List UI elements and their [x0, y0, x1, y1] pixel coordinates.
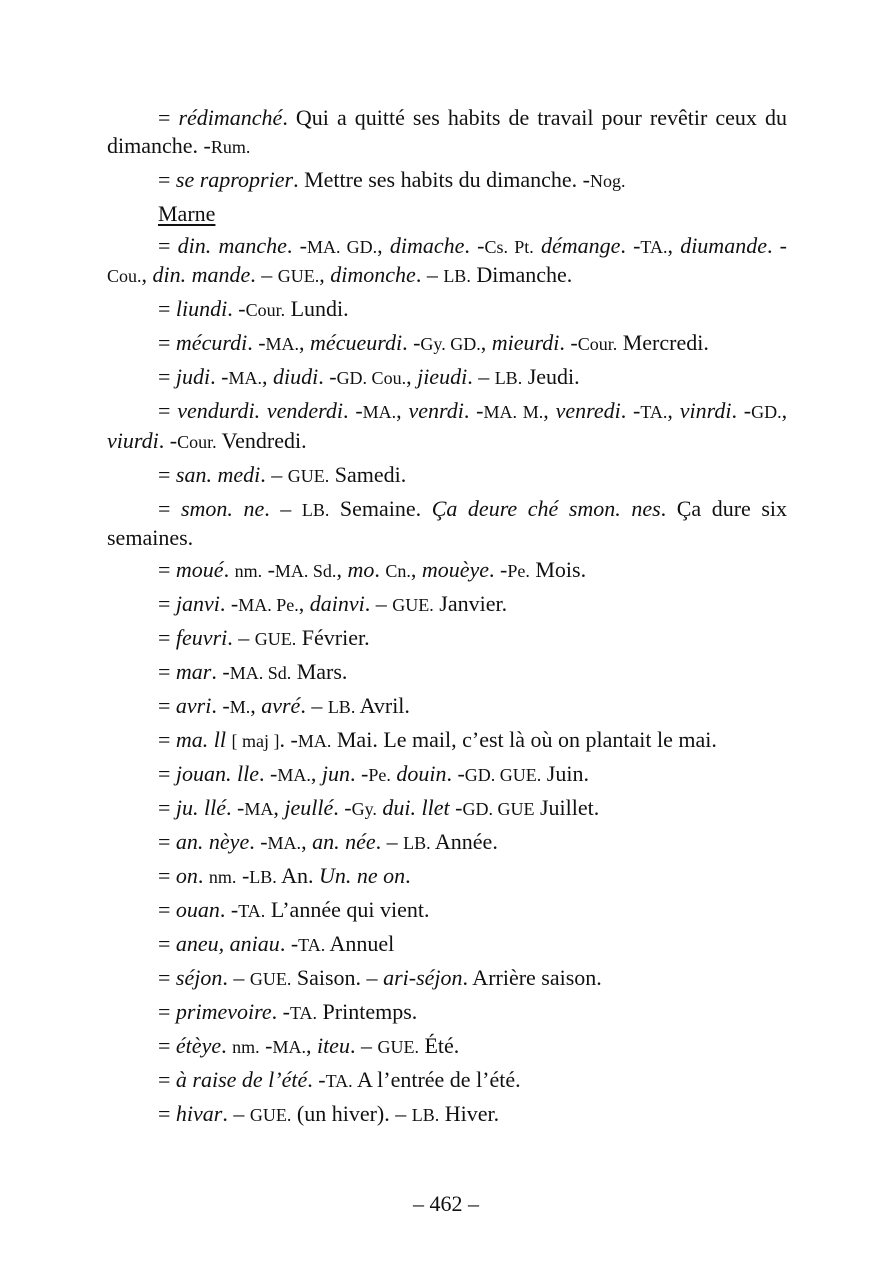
dictionary-entry — [107, 794, 787, 828]
gloss-text: . - — [350, 761, 369, 786]
dialect-form: rédimanché — [178, 105, 283, 130]
gloss-text: = — [158, 557, 176, 582]
dialect-form: iteu — [316, 1033, 350, 1058]
gloss-text: . – — [349, 1033, 378, 1058]
gloss-text: . – — [467, 364, 495, 389]
dialect-form: vendurdi. venderdi — [177, 398, 344, 423]
dialect-form: janvi — [175, 591, 220, 616]
locality-abbrev: MA. — [297, 731, 332, 751]
dialect-form: mouèye — [421, 557, 490, 582]
gloss-text: = — [158, 591, 176, 616]
dictionary-entry — [107, 896, 787, 930]
gloss-text: Mois. — [529, 557, 587, 582]
gloss-text: . — [197, 863, 209, 888]
gloss-text: . – — [364, 591, 393, 616]
dictionary-entry — [107, 166, 787, 200]
dictionary-entry — [107, 692, 787, 726]
locality-abbrev: MA. Sd. — [229, 663, 292, 683]
dialect-form: jun — [321, 761, 350, 786]
locality-abbrev: [ maj ] — [231, 731, 280, 751]
gloss-text: - — [236, 863, 250, 888]
locality-abbrev: MA. Pe. — [238, 595, 299, 615]
gloss-text: = — [158, 829, 176, 854]
dictionary-entry — [107, 760, 787, 794]
dialect-form: avré — [261, 693, 301, 718]
dictionary-entry — [107, 556, 787, 590]
gloss-text: . – — [415, 262, 444, 287]
gloss-text: Mai. Le mail, c’est là où on plantait le mai. — [331, 727, 717, 752]
dialect-form: san. medi — [175, 461, 261, 487]
gloss-text: . - — [489, 557, 508, 582]
locality-abbrev: nm. — [232, 1037, 260, 1057]
gloss-text: , — [406, 364, 418, 389]
gloss-text: . - — [279, 931, 299, 956]
gloss-text: . - — [286, 232, 307, 258]
gloss-text: . - — [211, 659, 230, 684]
locality-abbrev: M. — [229, 697, 251, 717]
dictionary-entry — [107, 397, 787, 461]
locality-abbrev: GUE. — [377, 1037, 419, 1057]
gloss-text: . - — [620, 232, 641, 258]
gloss-text: . - — [227, 296, 246, 321]
dictionary-entry — [107, 461, 787, 495]
gloss-text: . - — [247, 330, 266, 355]
gloss-text: A l’entrée de l’été. — [352, 1067, 521, 1092]
dialect-form: smon. ne — [180, 495, 265, 521]
gloss-text: Mercredi. — [617, 330, 709, 355]
dialect-form: aneu, aniau — [175, 931, 280, 956]
locality-abbrev: Gy. GD. — [420, 334, 481, 354]
gloss-text: . - — [226, 795, 245, 820]
gloss-text: . - — [211, 693, 230, 718]
locality-abbrev: LB. — [443, 266, 471, 286]
dialect-form: dui. llet — [382, 795, 450, 820]
dialect-form: mécueurdi — [310, 330, 403, 355]
gloss-text: = — [158, 897, 176, 922]
locality-abbrev: MA — [244, 799, 274, 819]
locality-abbrev: GUE. — [277, 266, 320, 286]
gloss-text: = — [158, 166, 176, 192]
gloss-text: . – — [250, 262, 278, 287]
locality-abbrev: Pe. — [507, 561, 530, 581]
gloss-text: = — [158, 461, 176, 487]
gloss-text: . – — [264, 495, 302, 521]
dialect-form: venrdi — [408, 398, 464, 423]
gloss-text: . — [223, 557, 235, 582]
dialect-form: din. manche — [177, 232, 287, 258]
gloss-text: = — [158, 999, 176, 1024]
locality-abbrev: LB. — [327, 697, 356, 717]
locality-abbrev: GUE. — [254, 629, 297, 649]
gloss-text: , — [141, 262, 153, 287]
gloss-text: Juin. — [541, 761, 589, 786]
gloss-text: , — [667, 232, 681, 258]
dictionary-entry — [107, 329, 787, 363]
gloss-text: , — [305, 1033, 317, 1058]
gloss-text: , — [336, 557, 348, 582]
gloss-text: = — [158, 232, 178, 258]
locality-abbrev: Rum. — [210, 136, 251, 157]
gloss-text: L’année qui vient. — [265, 897, 430, 922]
dialect-form: étèye — [175, 1033, 222, 1058]
dialect-form: séjon — [175, 965, 223, 990]
locality-abbrev: MA. — [277, 765, 311, 785]
dialect-form: mo — [347, 557, 375, 582]
locality-abbrev: TA. — [298, 935, 326, 955]
gloss-text: . - — [259, 761, 278, 786]
gloss-text: , — [301, 829, 313, 854]
locality-abbrev: GUE. — [249, 969, 292, 989]
dictionary-entry — [107, 232, 787, 296]
gloss-text: , — [543, 398, 556, 423]
dictionary-entry — [107, 104, 787, 166]
dialect-form: dainvi — [309, 591, 365, 616]
gloss-text: Saison. – — [291, 965, 384, 990]
locality-abbrev: Gy. — [351, 799, 377, 819]
locality-abbrev: TA. — [640, 236, 668, 257]
dialect-form: diumande — [680, 232, 767, 258]
dialect-form: ma. ll — [175, 727, 227, 752]
gloss-text: = — [158, 659, 176, 684]
gloss-text: = — [158, 296, 176, 321]
gloss-text: Jeudi. — [522, 364, 580, 389]
gloss-text: , — [250, 693, 262, 718]
dialect-form: se raproprier — [175, 166, 294, 192]
gloss-text: = — [158, 931, 176, 956]
locality-abbrev: MA. — [272, 1037, 306, 1057]
dialect-form: diudi — [273, 364, 319, 389]
gloss-text: Semaine. — [329, 495, 432, 521]
gloss-text: . - — [333, 795, 352, 820]
dialect-form: jieudi — [417, 364, 468, 389]
dialect-form: démange — [540, 232, 621, 258]
locality-abbrev: LB. — [403, 833, 431, 853]
gloss-text: Annuel — [325, 931, 395, 956]
gloss-text: = — [158, 330, 176, 355]
gloss-text: , — [480, 330, 492, 355]
gloss-text: . – — [260, 461, 288, 487]
locality-abbrev: GD. GUE. — [464, 765, 542, 785]
gloss-text: Printemps. — [317, 999, 418, 1024]
gloss-text: . - — [446, 761, 465, 786]
gloss-text: . - — [402, 330, 421, 355]
gloss-text: Juillet. — [534, 795, 600, 820]
dictionary-entry — [107, 964, 787, 998]
gloss-text: , — [273, 795, 285, 820]
locality-abbrev: MA. GD. — [306, 236, 378, 257]
locality-abbrev: GD. — [751, 402, 782, 422]
dialect-form: dimache — [389, 232, 465, 258]
dialect-form: hivar — [175, 1101, 223, 1126]
gloss-text: Mars. — [291, 659, 348, 684]
locality-abbrev: GD. GUE — [462, 799, 535, 819]
gloss-text: , — [377, 232, 390, 258]
dictionary-entry — [107, 658, 787, 692]
gloss-text: . - — [210, 364, 229, 389]
gloss-text: . — [374, 557, 386, 582]
gloss-text: = — [158, 398, 178, 423]
gloss-text: . Mettre ses habits du dimanche. - — [293, 166, 590, 192]
locality-abbrev: MA. Sd. — [274, 561, 337, 581]
gloss-text: = — [158, 965, 176, 990]
gloss-text: . - — [620, 398, 641, 423]
dictionary-entry — [107, 930, 787, 964]
gloss-text — [534, 233, 541, 258]
locality-abbrev: GD. Cou. — [336, 368, 407, 388]
gloss-text: Janvier. — [433, 591, 508, 616]
dialect-form: venredi — [555, 398, 621, 423]
gloss-text: = — [158, 1067, 176, 1092]
locality-abbrev: Nog. — [590, 170, 626, 191]
locality-abbrev: Cour. — [245, 300, 286, 320]
dialect-form: liundi — [175, 296, 228, 321]
gloss-text: . - — [463, 398, 484, 423]
dialect-form: dimonche — [330, 262, 416, 287]
locality-abbrev: LB. — [411, 1105, 440, 1125]
dialect-form: ari-séjon — [383, 965, 463, 990]
gloss-text: . - — [731, 398, 752, 423]
dialect-form: mécurdi — [175, 330, 248, 355]
gloss-text: , — [410, 557, 422, 582]
dictionary-entry — [107, 828, 787, 862]
dictionary-entry — [107, 295, 787, 329]
gloss-text: . - — [279, 727, 298, 752]
locality-abbrev: Cs. Pt. — [484, 236, 534, 257]
document-page — [107, 104, 787, 1134]
locality-abbrev: GUE. — [392, 595, 434, 615]
locality-abbrev: LB. — [301, 499, 330, 520]
dialect-form: primevoire — [175, 999, 272, 1024]
dialect-form: douin — [396, 761, 447, 786]
gloss-text: , — [310, 761, 322, 786]
dictionary-entries — [107, 104, 787, 1134]
gloss-text: Année. — [430, 829, 498, 854]
dialect-form: viurdi — [107, 427, 159, 453]
dialect-form: on — [175, 863, 198, 888]
gloss-text: = — [158, 693, 176, 718]
gloss-text: . — [221, 1033, 233, 1058]
gloss-text: , — [667, 398, 680, 423]
gloss-text: . – — [222, 1101, 250, 1126]
gloss-text: Dimanche. — [470, 262, 573, 287]
gloss-text: = — [158, 625, 176, 650]
locality-abbrev: MA. M. — [483, 402, 544, 422]
locality-abbrev: MA. — [228, 368, 262, 388]
gloss-text: . Arrière saison. — [462, 965, 602, 990]
page-number: – 462 – — [413, 1191, 479, 1216]
dialect-form: avri — [175, 693, 212, 718]
dialect-form: din. mande — [152, 262, 251, 287]
gloss-text: - — [259, 1033, 273, 1058]
gloss-text: . - — [464, 232, 485, 258]
dictionary-entry — [107, 590, 787, 624]
gloss-text: . – — [222, 965, 250, 990]
dialect-form: judi — [175, 364, 211, 389]
gloss-text: - — [262, 557, 275, 582]
dialect-form: à raise de l’été — [175, 1067, 308, 1092]
gloss-text: = — [158, 761, 176, 786]
gloss-text: . - — [219, 897, 239, 922]
locality-abbrev: GUE. — [287, 465, 330, 486]
locality-abbrev: MA. — [267, 833, 302, 853]
gloss-text: . Ça dure six semaines. — [107, 495, 787, 550]
locality-abbrev: TA. — [640, 402, 668, 422]
dialect-form: mieurdi — [491, 330, 560, 355]
dialect-form: an. nèye — [175, 829, 250, 854]
locality-abbrev: Cou. — [107, 266, 142, 286]
gloss-text: , — [298, 591, 310, 616]
locality-abbrev: nm. — [234, 561, 263, 581]
dictionary-entry — [107, 1066, 787, 1100]
locality-abbrev: MA. — [362, 402, 397, 422]
dictionary-entry — [107, 998, 787, 1032]
gloss-text: . - — [318, 364, 337, 389]
locality-abbrev: GUE. — [249, 1105, 292, 1125]
locality-abbrev: Cn. — [385, 561, 411, 581]
gloss-text: - — [449, 795, 463, 820]
dialect-form: mar — [175, 659, 212, 684]
gloss-text: Marne — [158, 200, 216, 226]
section-heading — [107, 200, 787, 232]
dialect-form: an. née — [312, 829, 376, 854]
gloss-text: , — [262, 364, 273, 389]
locality-abbrev: TA. — [325, 1071, 353, 1091]
gloss-text: = — [158, 795, 176, 820]
gloss-text: = — [158, 495, 181, 521]
dialect-form: jouan. lle — [175, 761, 260, 786]
gloss-text: = — [158, 1033, 176, 1058]
dialect-form: Un. ne on — [318, 863, 406, 888]
gloss-text: Vendredi. — [216, 427, 307, 453]
gloss-text: , — [299, 330, 311, 355]
dialect-form: ouan — [175, 897, 220, 922]
gloss-text: . — [405, 863, 411, 888]
gloss-text: Samedi. — [329, 461, 407, 487]
gloss-text: Hiver. — [439, 1101, 500, 1126]
locality-abbrev: LB. — [249, 867, 277, 887]
gloss-text: . - — [559, 330, 578, 355]
dialect-form: ju. llé — [175, 795, 227, 820]
dictionary-entry — [107, 1032, 787, 1066]
dictionary-entry — [107, 495, 787, 557]
dictionary-entry — [107, 1100, 787, 1134]
gloss-text: = — [158, 364, 176, 389]
gloss-text: . – — [227, 625, 255, 650]
dialect-form: feuvri — [175, 625, 228, 650]
gloss-text: Avril. — [355, 693, 410, 718]
gloss-text: (un hiver). – — [291, 1101, 412, 1126]
locality-abbrev: Pe. — [368, 765, 391, 785]
gloss-text: . – — [300, 693, 328, 718]
gloss-text: = — [158, 727, 176, 752]
locality-abbrev: MA. — [265, 334, 300, 354]
dialect-form: jeullé — [284, 795, 334, 820]
gloss-text: . – — [375, 829, 404, 854]
dictionary-entry — [107, 862, 787, 896]
gloss-text: An. — [276, 863, 319, 888]
locality-abbrev: TA. — [289, 1003, 318, 1023]
locality-abbrev: nm. — [208, 867, 237, 887]
dictionary-entry — [107, 726, 787, 760]
locality-abbrev: Cour. — [177, 431, 217, 452]
dictionary-entry — [107, 624, 787, 658]
gloss-text: . - — [158, 427, 178, 453]
gloss-text: . - — [343, 398, 363, 423]
gloss-text: = — [158, 1101, 176, 1126]
gloss-text: . - — [249, 829, 268, 854]
gloss-text: , — [319, 262, 331, 287]
dialect-form: moué — [175, 557, 224, 582]
locality-abbrev: LB. — [494, 368, 523, 388]
gloss-text: Février. — [296, 625, 370, 650]
gloss-text: . - — [766, 232, 787, 258]
gloss-text: . - — [271, 999, 290, 1024]
dictionary-entry — [107, 363, 787, 397]
gloss-text: = — [158, 863, 176, 888]
locality-abbrev: Cour. — [577, 334, 618, 354]
locality-abbrev: TA. — [238, 901, 266, 921]
gloss-text: , — [396, 398, 409, 423]
gloss-text: , — [781, 398, 788, 423]
gloss-text: Été. — [418, 1033, 460, 1058]
dialect-form: Ça deure ché smon. nes — [431, 495, 661, 521]
dialect-form: vinrdi — [679, 398, 732, 423]
gloss-text: = — [158, 105, 179, 130]
gloss-text: . Qui a quitté ses habits de travail pour revêtir ceux du dimanche. - — [107, 105, 787, 158]
gloss-text: . - — [219, 591, 239, 616]
gloss-text: Lundi. — [285, 296, 349, 321]
gloss-text: . - — [307, 1067, 326, 1092]
